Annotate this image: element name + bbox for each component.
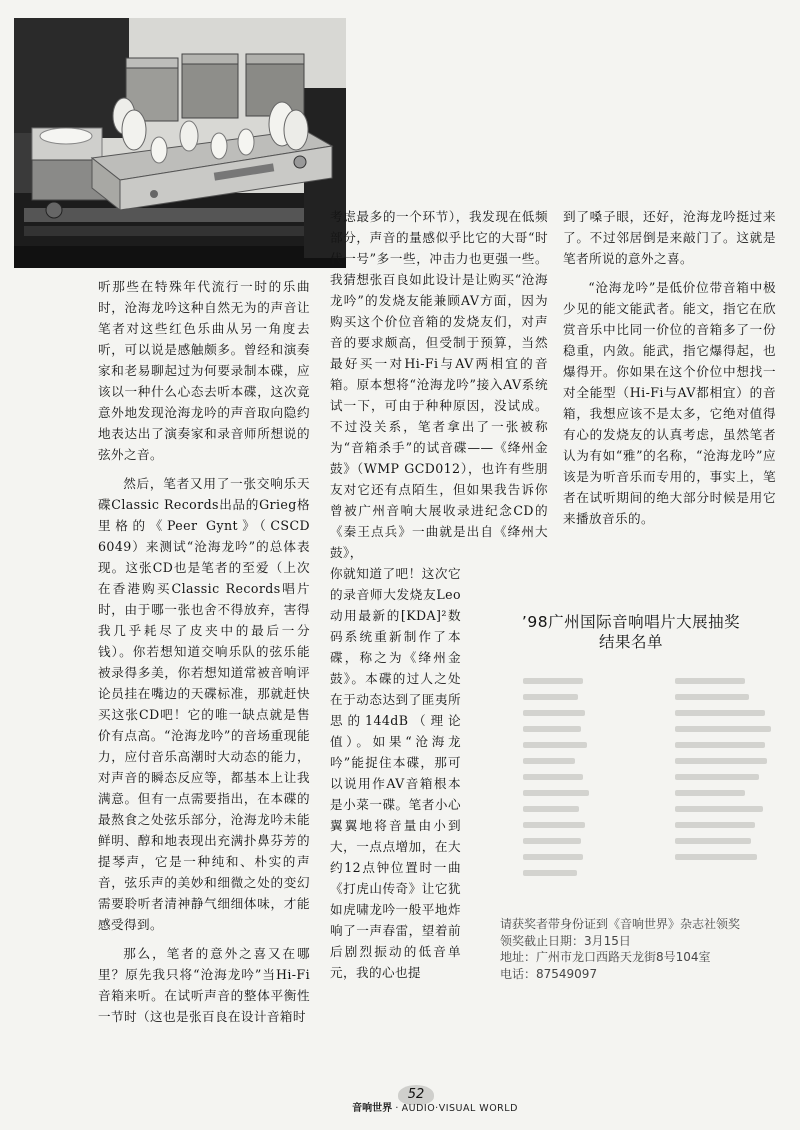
faded-line — [675, 854, 757, 860]
faded-line — [523, 870, 577, 876]
faded-line — [523, 742, 587, 748]
faded-line — [523, 726, 581, 732]
faded-winner-list — [505, 672, 785, 890]
magazine-footer — [340, 1103, 530, 1115]
amplifier-photo — [14, 18, 346, 268]
faded-line — [523, 790, 589, 796]
faded-line — [675, 726, 771, 732]
amplifier-illustration — [14, 18, 346, 268]
magazine-name-cn: 音响世界 — [352, 1103, 393, 1114]
paragraph: 考虑最多的一个环节），我发现在低频部分，声音的量感似乎比它的大哥“时代一号”多一些，冲击力也更强一些。我猜想张百良如此设计是让购买“沧海龙吟”的发烧友能兼顾AV方面，因为购买这个价位音箱的发烧友们，对声音的要求颇高，但受制于预算，当然最好买一对Hi-Fi与AV两相宜的音箱。原本想将“沧海龙吟”接入AV系统试一下，可由于种种原因，没试成。不过没关系，笔者拿出了一张被称为“音箱杀手”的试音碟——《绛州金鼓》（WMP GCD012），也许有些朋友对它还有点陌生，但如果我告诉你曾被广州音响大展收录进纪念CD的《秦王点兵》一曲就是出自《绛州大鼓》， — [330, 209, 548, 560]
paragraph: 听那些在特殊年代流行一时的乐曲时，沧海龙吟这种自然无为的声音让笔者对这些红色乐曲从另一角度去听，可以说是感触颇多。曾经和演奏家和老易聊起过为何要录制本碟，应该以一种什么心态去听本碟，这次竟意外地发现沧海龙吟的声音取向隐约地表达出了演奏家和录音师所想说的弦外之音。 — [98, 279, 310, 462]
page-number: 52 — [398, 1085, 434, 1105]
note-line: 请获奖者带身份证到《音响世界》杂志社领奖 — [500, 917, 741, 931]
prize-collection-note — [500, 916, 760, 982]
faded-line — [523, 854, 583, 860]
faded-line — [675, 694, 749, 700]
paragraph: 然后，笔者又用了一张交响乐天碟Classic Records出品的Grieg格里格的《Peer Gynt》（CSCD 6049）来测试“沧海龙吟”的总体表现。这张CD也是笔者的至爱（上次在香港购买Classic Records唱片时，由于哪一张也舍不得放弃，害得我几乎耗尽了皮夹中的最后一分钱）。你若想知道交响乐队的弦乐能被录得多美，你若想知道常被音响评论员挂在嘴边的天碟标准，那就赶快买这张CD吧！它的唯一缺点就是售价有点高。“沧海龙吟”的音场重现能力，应付音乐高潮时大动态的能力，对声音的瞬态反应等，都基本上让我满意。但有一点需要指出，在本碟的最熬食之处弦乐部分，沧海龙吟未能鲜明、醇和地表现出充满扑鼻芬芳的提琴声，它是一种纯和、朴实的声音，弦乐声的美妙和细微之处的变幻需要聆听者清神静气细细体味，才能感受得到。 — [98, 476, 310, 932]
faded-line — [675, 822, 755, 828]
paragraph: 到了嗓子眼，还好，沧海龙吟挺过来了。不过邻居倒是来敲门了。这就是笔者所说的意外之喜。 — [563, 209, 776, 266]
faded-line — [675, 710, 765, 716]
lottery-results-title — [500, 612, 762, 652]
footer-separator: · — [395, 1103, 402, 1114]
faded-line — [675, 806, 763, 812]
title-line: 结果名单 — [598, 633, 663, 651]
faded-line — [675, 758, 767, 764]
paragraph: 那么，笔者的意外之喜又在哪里？原先我只将“沧海龙吟”当Hi-Fi音箱来听。在试听声音的整体平衡性一节时（这也是张百良在设计音箱时 — [98, 946, 310, 1024]
faded-line — [523, 774, 583, 780]
article-column-3 — [563, 206, 776, 529]
faded-line — [675, 678, 745, 684]
note-line: 领奖截止日期：3月15日 — [500, 933, 631, 948]
note-line: 地址：广州市龙口西路天龙街8号104室 — [500, 950, 711, 964]
magazine-name-en: AUDIO·VISUAL WORLD — [401, 1103, 518, 1114]
faded-line — [675, 742, 765, 748]
faded-line — [675, 790, 745, 796]
faded-line — [675, 774, 759, 780]
article-column-1 — [98, 276, 310, 1027]
paragraph-narrow: 你就知道了吧！这次它的录音师大发烧友Leo动用最新的[KDA]²数码系统重新制作了本碟，称之为《绛州金鼓》。本碟的过人之处在于动态达到了匪夷所思的144dB（理论值）。如果“沧海龙吟”能捉住本碟，那可以说用作AV音箱根本是小菜一碟。笔者小心翼翼地将音量由小到大，一点点增加，在大约12点钟位置时一曲《打虎山传奇》让它犹如虎啸龙吟一般平地炸响了一声春雷，望着前后剧烈振动的低音单元，我的心也提 — [330, 566, 461, 980]
title-line: ’98广州国际音响唱片大展抽奖 — [521, 613, 741, 631]
faded-line — [523, 822, 585, 828]
note-line: 电话：87549097 — [500, 966, 598, 981]
faded-line — [675, 838, 751, 844]
faded-line — [523, 838, 581, 844]
faded-line — [523, 710, 585, 716]
faded-line — [523, 694, 578, 700]
faded-line — [523, 806, 579, 812]
faded-line — [523, 678, 583, 684]
paragraph: “沧海龙吟”是低价位带音箱中极少见的能文能武者。能文，指它在欣赏音乐中比同一价位的音箱多了一份稳重，内敛。能武，指它爆得起，也爆得开。你如果在这个价位中想找一对全能型（Hi-Fi与AV都相宜）的音箱，我想应该不是太多，它绝对值得有心的发烧友的认真考虑，虽然笔者认为有如“雅”的名称，“沧海龙吟”应该是为听音乐而专用的，事实上，笔者在试听期间的绝大部分时候是用它来播放音乐的。 — [563, 280, 776, 526]
faded-line — [523, 758, 575, 764]
